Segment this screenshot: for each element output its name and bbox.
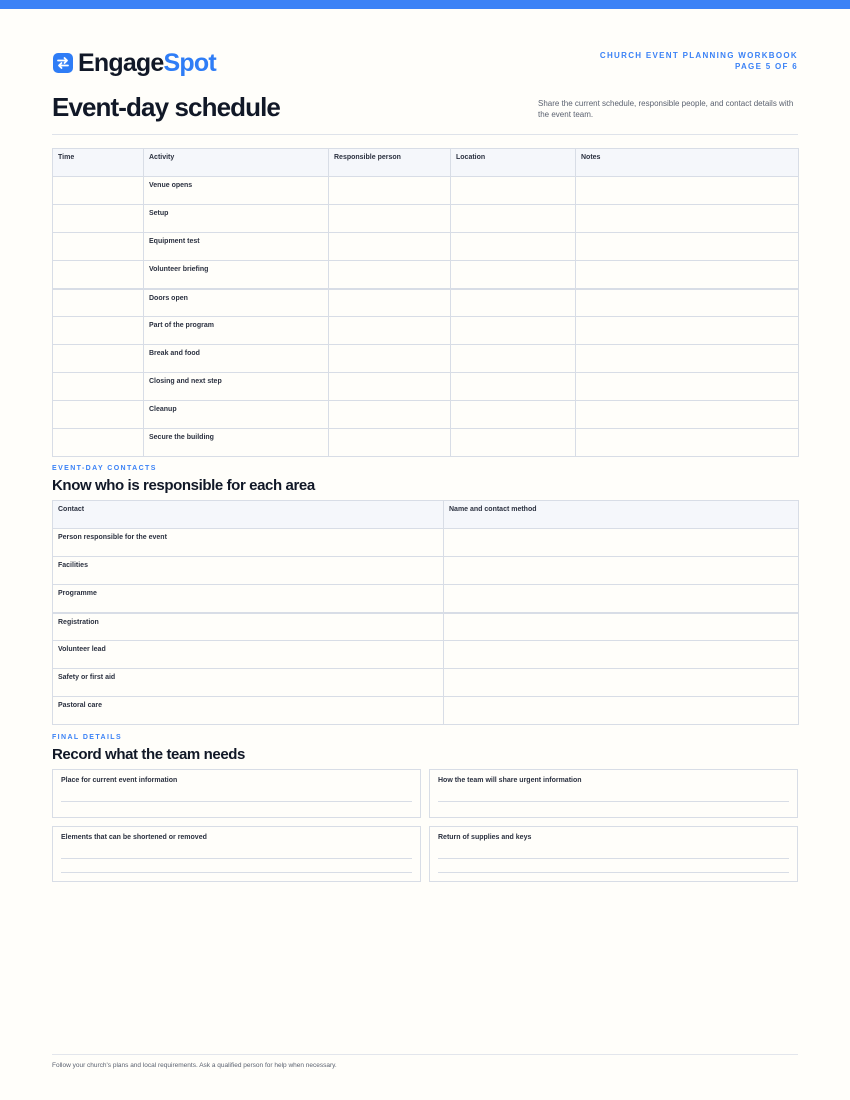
time-cell[interactable] [53,177,144,205]
notes-cell[interactable] [576,177,799,205]
time-cell[interactable] [53,345,144,373]
divider [52,134,798,135]
responsible-cell[interactable] [329,177,451,205]
contact-details-cell[interactable] [444,613,799,641]
column-header-name-method: Name and contact method [444,501,799,529]
location-cell[interactable] [451,233,576,261]
workbook-name: CHURCH EVENT PLANNING WORKBOOK [599,51,798,60]
schedule-table [52,148,799,457]
intro-text: Share the current schedule, responsible people, and contact details with the event team. [538,99,794,119]
footer-divider [52,1054,798,1055]
table-row [53,585,799,613]
contacts-header-row [53,501,799,529]
activity-cell: Closing and next step [144,373,329,401]
table-row [53,177,799,205]
info-card[interactable] [52,826,421,882]
table-row [53,345,799,373]
time-cell[interactable] [53,373,144,401]
writing-line [438,872,789,873]
responsible-cell[interactable] [329,401,451,429]
location-cell[interactable] [451,345,576,373]
contact-role-cell: Pastoral care [53,697,444,725]
notes-cell[interactable] [576,345,799,373]
location-cell[interactable] [451,401,576,429]
time-cell[interactable] [53,233,144,261]
contacts-table [52,500,799,725]
info-card[interactable] [429,769,798,818]
writing-line [61,858,412,859]
table-row [53,373,799,401]
location-cell[interactable] [451,177,576,205]
contact-details-cell[interactable] [444,641,799,669]
writing-line [61,801,412,802]
table-row [53,261,799,289]
card-label: Return of supplies and keys [438,834,532,841]
location-cell[interactable] [451,317,576,345]
table-row [53,317,799,345]
final-section-title: Record what the team needs [52,746,245,763]
contact-role-cell: Programme [53,585,444,613]
responsible-cell[interactable] [329,429,451,457]
final-section-label: FINAL DETAILS [52,734,123,741]
info-card[interactable] [52,769,421,818]
contact-details-cell[interactable] [444,697,799,725]
responsible-cell[interactable] [329,373,451,401]
contact-details-cell[interactable] [444,529,799,557]
table-row [53,233,799,261]
page-number: PAGE 5 OF 6 [734,62,798,71]
document-meta [600,50,798,72]
location-cell[interactable] [451,373,576,401]
swap-arrows-icon [53,53,73,73]
column-header-notes: Notes [576,149,799,177]
brand-logo [53,48,216,78]
activity-cell: Secure the building [144,429,329,457]
column-header-responsible: Responsible person [329,149,451,177]
contact-details-cell[interactable] [444,557,799,585]
contact-details-cell[interactable] [444,585,799,613]
table-row [53,289,799,317]
responsible-cell[interactable] [329,205,451,233]
activity-cell: Setup [144,205,329,233]
time-cell[interactable] [53,317,144,345]
table-row [53,429,799,457]
activity-cell: Cleanup [144,401,329,429]
column-header-location: Location [451,149,576,177]
table-row [53,613,799,641]
location-cell[interactable] [451,289,576,317]
contacts-section-title: Know who is responsible for each area [52,477,315,494]
table-row [53,529,799,557]
contact-role-cell: Person responsible for the event [53,529,444,557]
responsible-cell[interactable] [329,261,451,289]
writing-line [61,872,412,873]
notes-cell[interactable] [576,429,799,457]
table-row [53,401,799,429]
activity-cell: Doors open [144,289,329,317]
responsible-cell[interactable] [329,233,451,261]
contact-role-cell: Registration [53,613,444,641]
responsible-cell[interactable] [329,289,451,317]
brand-name: EngageSpot [78,49,216,77]
location-cell[interactable] [451,429,576,457]
table-row [53,557,799,585]
activity-cell: Part of the program [144,317,329,345]
responsible-cell[interactable] [329,317,451,345]
responsible-cell[interactable] [329,345,451,373]
card-label: Elements that can be shortened or removed [61,834,207,841]
notes-cell[interactable] [576,317,799,345]
info-card[interactable] [429,826,798,882]
time-cell[interactable] [53,261,144,289]
table-row [53,641,799,669]
notes-cell[interactable] [576,233,799,261]
notes-cell[interactable] [576,401,799,429]
column-header-time: Time [53,149,144,177]
notes-cell[interactable] [576,205,799,233]
card-label: How the team will share urgent information [438,777,582,784]
time-cell[interactable] [53,289,144,317]
table-row [53,697,799,725]
notes-cell[interactable] [576,373,799,401]
contact-details-cell[interactable] [444,669,799,697]
writing-line [438,801,789,802]
footer-note: Follow your church's plans and local requirements. Ask a qualified person for help when necessary. [52,1062,337,1069]
notes-cell[interactable] [576,289,799,317]
notes-cell[interactable] [576,261,799,289]
card-label: Place for current event information [61,777,178,784]
contacts-section-label: EVENT-DAY CONTACTS [52,465,157,472]
activity-cell: Break and food [144,345,329,373]
top-accent-bar [0,0,850,9]
contact-role-cell: Safety or first aid [53,669,444,697]
activity-cell: Venue opens [144,177,329,205]
page-title: Event-day schedule [52,92,280,122]
contact-role-cell: Facilities [53,557,444,585]
writing-line [438,858,789,859]
location-cell[interactable] [451,205,576,233]
column-header-contact: Contact [53,501,444,529]
activity-cell: Volunteer briefing [144,261,329,289]
time-cell[interactable] [53,429,144,457]
activity-cell: Equipment test [144,233,329,261]
column-header-activity: Activity [144,149,329,177]
contact-role-cell: Volunteer lead [53,641,444,669]
time-cell[interactable] [53,401,144,429]
table-row [53,669,799,697]
table-row [53,205,799,233]
location-cell[interactable] [451,261,576,289]
schedule-header-row [53,149,799,177]
time-cell[interactable] [53,205,144,233]
